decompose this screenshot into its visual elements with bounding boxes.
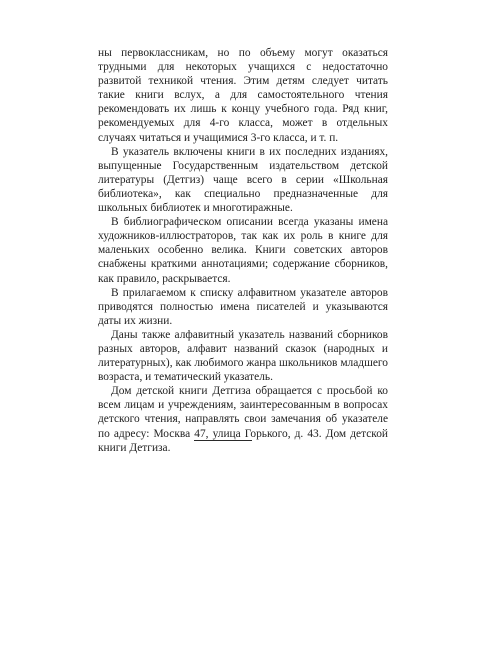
paragraph-continuation: ны первоклассникам, но по объему могут оказаться трудными для некоторых учащихся с недостаточно развитой техникой чтения. Этим детям следует читать такие книги вслух, а для самостоятельного чтения рекомендовать их лишь к концу учебного года. Ряд книг, рекомендуемых для 4-го класса, может в отдельных случаях читаться и учащимися 3-го класса, и т. п.: [98, 47, 388, 144]
paragraph-contact-request: Дом детской книги Детгиза обращается с просьбой ко всем лицам и учреждениям, заинтересованным в вопросах детского чтения, направлять свои замечания об указателе по адресу: Москва 47, улица Горького, д. 43. Дом детской книги Детгиза.: [98, 385, 388, 454]
paragraph-author-index: В прилагаемом к списку алфавитном указателе авторов приводятся полностью имена писателей и указываются даты их жизни.: [98, 286, 388, 327]
body-text: [98, 46, 388, 455]
paragraph-additional-indexes: Даны также алфавитный указатель названий сборников разных авторов, алфавит названий сказок (народных и литературных), как любимого жанра школьников младшего возраста, и тематический указатель.: [98, 328, 388, 384]
paragraph-editions: В указатель включены книги в их последних изданиях, выпущенные Государственным издательством детской литературы (Детгиз) чаще всего в серии «Школьная библиотека», как специально предназначенные для школьных библиотек и многотиражные.: [98, 145, 388, 215]
paragraph-bibliographic-description: В библиографическом описании всегда указаны имена художников-иллюстраторов, так как их роль в книге для маленьких особенно велика. Книги советских авторов снабжены краткими аннотациями; содержание сборников, как правило, раскрывается.: [98, 216, 388, 285]
section-end-rule: [194, 440, 252, 441]
